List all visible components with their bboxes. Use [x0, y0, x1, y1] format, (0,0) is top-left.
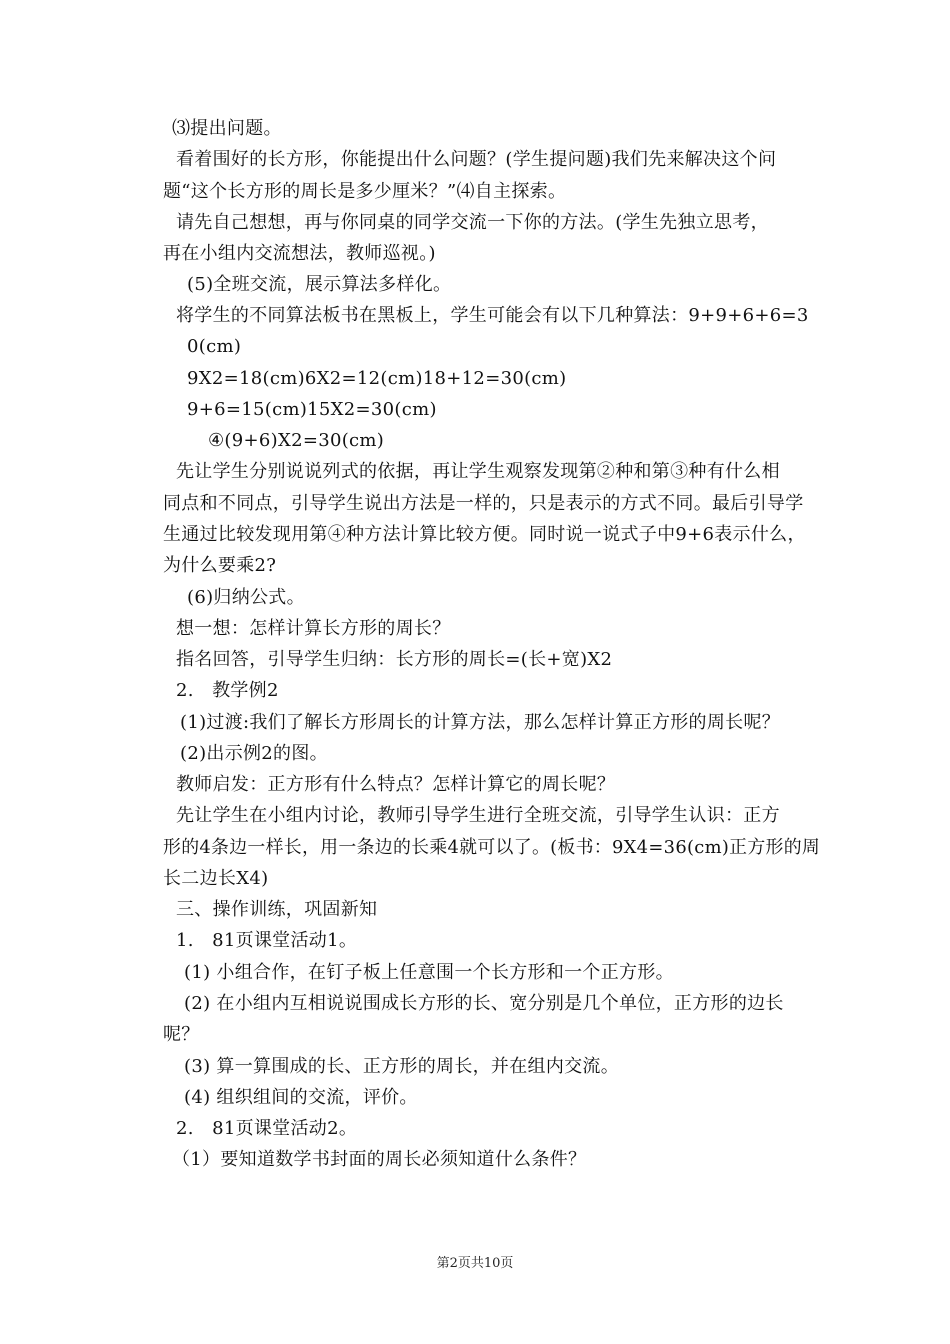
text-line: 形的4条边一样长，用一条边的长乘4就可以了。(板书：9X4=36(cm)正方形的周	[163, 837, 821, 858]
page-number-footer: 第2页共10页	[436, 1256, 514, 1271]
text-line: 请先自己想想，再与你同桌的同学交流一下你的方法。(学生先独立思考，	[176, 212, 769, 233]
text-line: (1) 小组合作，在钉子板上任意围一个长方形和一个正方形。	[184, 962, 674, 983]
text-line: 为什么要乘2?	[163, 555, 277, 576]
text-line: 呢？	[163, 1024, 200, 1045]
text-line: （1）要知道数学书封面的周长必须知道什么条件？	[172, 1149, 587, 1170]
text-line: 想一想：怎样计算长方形的周长？	[176, 618, 451, 639]
text-line: (4) 组织组间的交流，评价。	[184, 1087, 418, 1108]
text-line: (6)归纳公式。	[187, 587, 305, 608]
text-line: 先让学生分别说说列式的依据，再让学生观察发现第②种和第③种有什么相	[176, 461, 780, 482]
text-line: 2. 教学例2	[176, 680, 279, 701]
text-line: (1)过渡:我们了解长方形周长的计算方法，那么怎样计算正方形的周长呢？	[180, 712, 781, 733]
text-line: 2. 81页课堂活动2。	[176, 1118, 358, 1139]
text-line: 看着围好的长方形，你能提出什么问题？(学生提问题)我们先来解决这个问	[176, 149, 777, 170]
text-line: 9X2=18(cm)6X2=12(cm)18+12=30(cm)	[187, 368, 567, 389]
text-line: (5)全班交流，展示算法多样化。	[187, 274, 452, 295]
text-line: 指名回答，引导学生归纳：长方形的周长=(长+宽)X2	[176, 649, 613, 670]
text-line: 将学生的不同算法板书在黑板上，学生可能会有以下几种算法：9+9+6+6=3	[176, 305, 809, 326]
text-line: 题“这个长方形的周长是多少厘米？”⑷自主探索。	[163, 181, 567, 202]
text-line: 先让学生在小组内讨论，教师引导学生进行全班交流，引导学生认识：正方	[176, 805, 780, 826]
text-line: 0(cm)	[187, 336, 242, 357]
text-line: 三、操作训练，巩固新知	[176, 899, 378, 920]
text-line: 1. 81页课堂活动1。	[176, 930, 358, 951]
text-line: 同点和不同点，引导学生说出方法是一样的，只是表示的方式不同。最后引导学	[163, 493, 804, 514]
text-line: (2)出示例2的图。	[180, 743, 328, 764]
text-line: 再在小组内交流想法，教师巡视。)	[163, 243, 436, 264]
text-line: (3) 算一算围成的长、正方形的周长，并在组内交流。	[184, 1056, 620, 1077]
text-line: 9+6=15(cm)15X2=30(cm)	[187, 399, 437, 420]
text-line: 长二边长X4)	[163, 868, 269, 889]
text-line: (2) 在小组内互相说说围成长方形的长、宽分别是几个单位，正方形的边长	[184, 993, 784, 1014]
text-line: 生通过比较发现用第④种方法计算比较方便。同时说一说式子中9+6表示什么，	[163, 524, 806, 545]
text-line: ⑶提出问题。	[172, 118, 282, 139]
text-line: ④(9+6)X2=30(cm)	[208, 430, 385, 451]
text-line: 教师启发：正方形有什么特点？怎样计算它的周长呢？	[176, 774, 616, 795]
